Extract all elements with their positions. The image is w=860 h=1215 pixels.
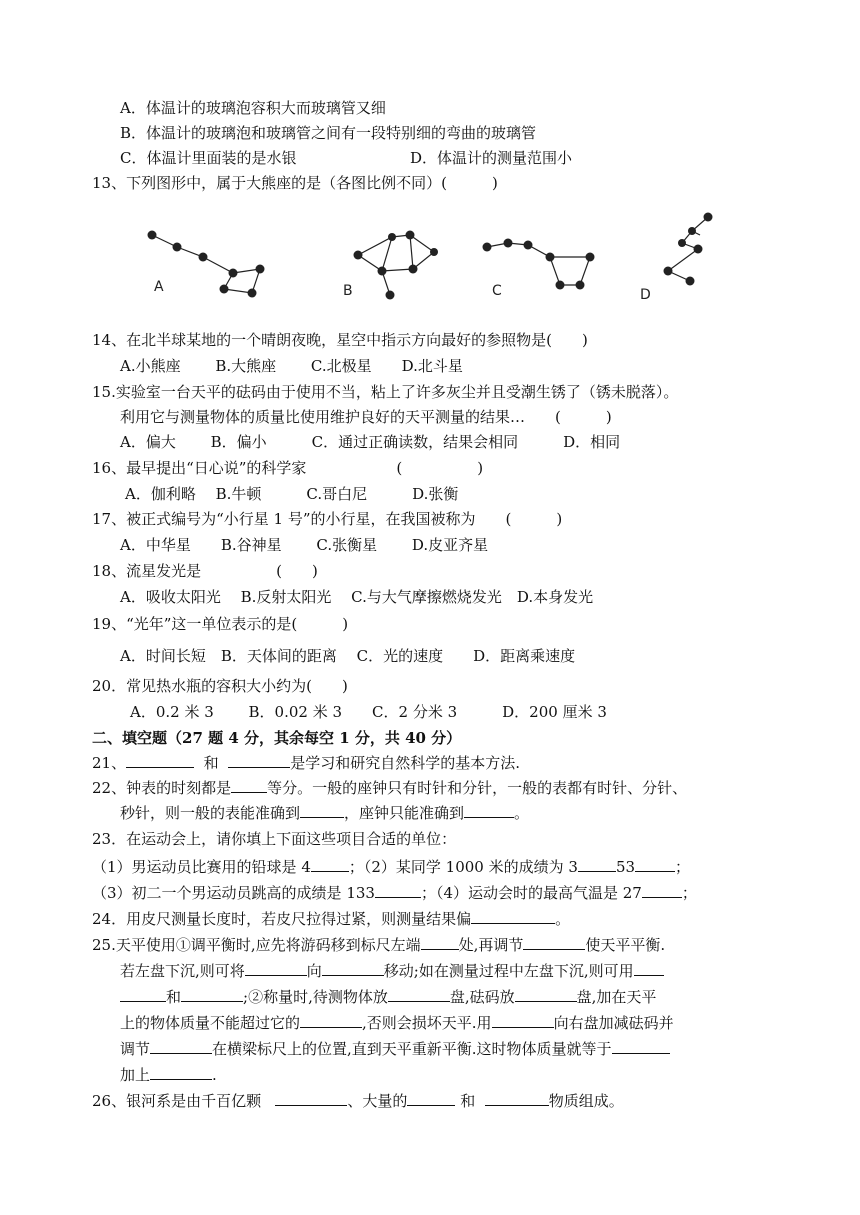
- blank[interactable]: [642, 882, 682, 898]
- star: [148, 231, 157, 240]
- star: [694, 245, 703, 254]
- blank[interactable]: [523, 934, 585, 950]
- star: [386, 291, 395, 300]
- blank[interactable]: [322, 960, 384, 976]
- q21-line: 21、 和 是学习和研究自然科学的基本方法.: [92, 754, 520, 772]
- blank[interactable]: [612, 1038, 670, 1054]
- star: [378, 267, 387, 276]
- q23-stem: 23．在运动会上，请你填上下面这些项目合适的单位：: [92, 830, 457, 848]
- q25-line6: 加上 .: [120, 1066, 217, 1084]
- star: [664, 267, 673, 276]
- blank[interactable]: [245, 960, 307, 976]
- blank[interactable]: [485, 1090, 549, 1106]
- q26-line: 26、银河系是由千百亿颗 、大量的 和 物质组成。: [92, 1092, 624, 1110]
- blank[interactable]: [150, 1064, 212, 1080]
- blank[interactable]: [635, 856, 675, 872]
- q15-options: A．偏大 B．偏小 C．通过正确读数，结果会相同 D．相同: [120, 433, 621, 451]
- q15-line2: 利用它与测量物体的质量比使用维护良好的天平测量的结果… ( ): [120, 408, 612, 426]
- q25-line5: 调节 在横梁标尺上的位置,直到天平重新平衡.这时物体质量就等于: [120, 1038, 670, 1059]
- q14-options: A.小熊座 B.大熊座 C.北极星 D.北斗星: [120, 357, 463, 375]
- blank[interactable]: [231, 777, 267, 793]
- blank[interactable]: [228, 752, 290, 768]
- blank[interactable]: [388, 986, 450, 1002]
- star: [409, 265, 418, 274]
- star: [483, 243, 492, 252]
- blank[interactable]: [421, 934, 459, 950]
- blank[interactable]: [300, 802, 344, 818]
- star: [704, 213, 713, 222]
- q12-option-b: B．体温计的玻璃泡和玻璃管之间有一段特别细的弯曲的玻璃管: [120, 124, 537, 142]
- blank[interactable]: [464, 802, 514, 818]
- star: [504, 239, 513, 248]
- star: [354, 251, 363, 260]
- q23-line2: （3）初二一个男运动员跳高的成绩是 133 ；（4）运动会时的最高气温是 27 ；: [92, 884, 697, 902]
- q22-line2: 秒针，则一般的表能准确到 ，座钟只能准确到 。: [120, 804, 530, 822]
- blank[interactable]: [126, 752, 194, 768]
- q25-line4: 上的物体质量不能超过它的 ,否则会损坏天平.用 向右盘加减砝码并: [120, 1014, 674, 1032]
- blank[interactable]: [407, 1090, 455, 1106]
- q17-options: A．中华星 B.谷神星 C.张衡星 D.皮亚齐星: [120, 536, 489, 554]
- star: [524, 241, 533, 250]
- star: [248, 289, 257, 298]
- star: [586, 253, 595, 262]
- figure-label-d: D: [640, 287, 651, 303]
- q18-options: A．吸收太阳光 B.反射太阳光 C.与大气摩擦燃烧发光 D.本身发光: [120, 588, 594, 606]
- blank[interactable]: [311, 856, 349, 872]
- figure-b: [343, 231, 438, 300]
- q12-option-d: D．体温计的测量范围小: [410, 149, 573, 167]
- blank[interactable]: [492, 1012, 554, 1028]
- blank[interactable]: [181, 986, 243, 1002]
- blank[interactable]: [375, 882, 421, 898]
- blank[interactable]: [515, 986, 577, 1002]
- star: [220, 285, 229, 294]
- star: [256, 265, 265, 274]
- figure-d: [640, 213, 713, 304]
- q12-option-c: C．体温计里面装的是水银: [120, 149, 297, 167]
- q23-line1: （1）男运动员比赛用的铅球是 4 ；（2）某同学 1000 米的成绩为 3 53 ；: [92, 858, 691, 876]
- star: [388, 233, 396, 241]
- star: [229, 269, 238, 278]
- q12-option-a: A．体温计的玻璃泡容积大而玻璃管又细: [120, 99, 386, 117]
- blank[interactable]: [120, 986, 166, 1002]
- q16-stem: 16、最早提出“日心说”的科学家 ( ): [92, 459, 484, 477]
- figure-c: [483, 239, 595, 300]
- blank[interactable]: [150, 1038, 212, 1054]
- q19-options: A．时间长短 B．天体间的距离 C．光的速度 D．距离乘速度: [120, 647, 576, 665]
- star: [678, 239, 686, 247]
- star: [686, 277, 695, 286]
- star: [546, 253, 555, 262]
- star: [556, 281, 565, 290]
- star: [576, 281, 585, 290]
- q13-stem: 13、下列图形中，属于大熊座的是（各图比例不同）( ): [92, 174, 498, 192]
- section-heading: 二、填空题（27 题 4 分，其余每空 1 分，共 40 分）: [92, 729, 462, 747]
- star: [406, 231, 415, 240]
- blank[interactable]: [578, 856, 616, 872]
- q18-stem: 18、流星发光是 ( ): [92, 562, 318, 580]
- blank[interactable]: [275, 1090, 347, 1106]
- q22-line1: 22、钟表的时刻都是 等分。一般的座钟只有时针和分针，一般的表都有时针、分针、: [92, 779, 688, 797]
- q16-options: A．伽利略 B.牛顿 C.哥白尼 D.张衡: [125, 485, 459, 503]
- star: [199, 253, 208, 262]
- blank[interactable]: [300, 1012, 362, 1028]
- q25-line3: 和 ;②称量时,待测物体放 盘,砝码放 盘,加在天平: [120, 986, 656, 1007]
- blank[interactable]: [634, 960, 664, 976]
- q20-options: A．0.2 米 3 B．0.02 米 3 C．2 分米 3 D．200 厘米 3: [130, 703, 607, 721]
- q19-stem: 19、“光年”这一单位表示的是( ): [92, 615, 349, 633]
- q17-stem: 17、被正式编号为“小行星 1 号”的小行星，在我国被称为 ( ): [92, 510, 563, 528]
- q25-line1: 25.天平使用①调平衡时,应先将游码移到标尺左端 处,再调节 使天平平衡.: [92, 936, 666, 954]
- q20-stem: 20．常见热水瓶的容积大小约为( ): [92, 677, 348, 695]
- figure-label-c: C: [492, 283, 502, 299]
- q15-line1: 15.实验室一台天平的砝码由于使用不当，粘上了许多灰尘并且受潮生锈了（锈未脱落）。: [92, 383, 679, 401]
- star: [688, 227, 696, 235]
- star: [430, 248, 438, 256]
- figure-label-b: B: [343, 283, 353, 299]
- star: [173, 243, 182, 252]
- figure-a-big-dipper: [148, 231, 265, 298]
- q25-line2: 若左盘下沉,则可将 向 移动;如在测量过程中左盘下沉,则可用: [120, 960, 664, 981]
- constellation-figures: [140, 205, 740, 315]
- blank[interactable]: [471, 908, 555, 924]
- q24-line: 24．用皮尺测量长度时，若皮尺拉得过紧，则测量结果偏 。: [92, 910, 571, 928]
- q14-stem: 14、在北半球某地的一个晴朗夜晚，星空中指示方向最好的参照物是( ): [92, 331, 588, 349]
- figure-label-a: A: [154, 279, 164, 295]
